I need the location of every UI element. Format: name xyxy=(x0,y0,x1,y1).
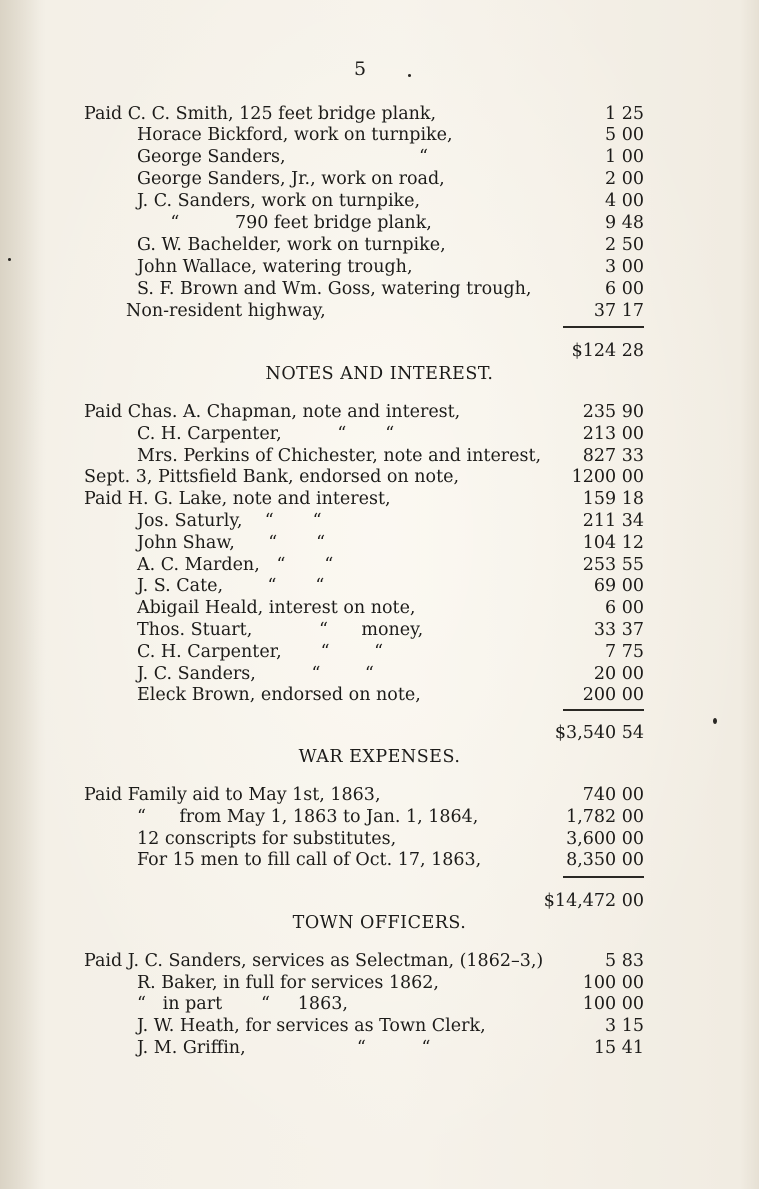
entry-description: R. Baker, in full for services 1862, xyxy=(137,973,439,993)
ledger-line xyxy=(0,510,759,532)
entry-amount: 159 18 xyxy=(582,489,644,509)
ink-speck xyxy=(8,258,11,261)
entry-amount: 69 00 xyxy=(593,576,644,596)
entry-amount: 3 15 xyxy=(605,1016,644,1036)
ledger-line xyxy=(0,278,759,300)
entry-amount: 827 33 xyxy=(582,446,644,466)
entry-description: J. C. Sanders, “ “ xyxy=(137,664,374,684)
entry-amount: 4 00 xyxy=(605,191,644,211)
page-number: 5 xyxy=(353,58,367,80)
entry-amount: 37 17 xyxy=(593,301,644,321)
entry-description: John Wallace, watering trough, xyxy=(137,257,413,277)
entry-description: J. S. Cate, “ “ xyxy=(137,576,325,596)
entry-description: J. M. Griffin, “ “ xyxy=(137,1038,431,1058)
entry-description: Paid Family aid to May 1st, 1863, xyxy=(84,785,381,805)
ink-speck xyxy=(408,74,411,77)
ledger-line xyxy=(0,300,759,322)
entry-amount: 3,600 00 xyxy=(566,829,644,849)
entry-description: Sept. 3, Pittsfield Bank, endorsed on note, xyxy=(84,467,460,487)
ledger-line xyxy=(0,124,759,146)
entry-amount: 100 00 xyxy=(582,994,644,1014)
ledger-line xyxy=(0,597,759,619)
section-heading: NOTES AND INTEREST. xyxy=(265,364,494,384)
entry-description: Paid Chas. A. Chapman, note and interest, xyxy=(84,402,461,422)
section-heading: TOWN OFFICERS. xyxy=(292,913,467,933)
entry-description: Eleck Brown, endorsed on note, xyxy=(137,685,421,705)
ledger-line xyxy=(0,423,759,445)
section-total: $14,472 00 xyxy=(543,891,644,911)
entry-amount: 253 55 xyxy=(582,555,644,575)
ledger-line xyxy=(0,190,759,212)
section-total: $3,540 54 xyxy=(554,723,644,743)
entry-description: Horace Bickford, work on turnpike, xyxy=(137,125,453,145)
entry-description: J. C. Sanders, work on turnpike, xyxy=(137,191,421,211)
entry-amount: 1 25 xyxy=(605,104,644,124)
ink-speck xyxy=(713,718,717,724)
entry-description: Abigail Heald, interest on note, xyxy=(137,598,416,618)
entry-amount: 33 37 xyxy=(593,620,644,640)
entry-description: George Sanders, Jr., work on road, xyxy=(137,169,445,189)
entry-amount: 7 75 xyxy=(605,642,644,662)
entry-amount: 1 00 xyxy=(605,147,644,167)
ledger-line xyxy=(0,806,759,828)
entry-amount: 5 83 xyxy=(605,951,644,971)
entry-description: G. W. Bachelder, work on turnpike, xyxy=(137,235,446,255)
entry-description: For 15 men to fill call of Oct. 17, 1863, xyxy=(137,850,482,870)
entry-amount: 6 00 xyxy=(605,279,644,299)
ledger-line xyxy=(0,950,759,972)
entry-amount: 9 48 xyxy=(605,213,644,233)
entry-amount: 211 34 xyxy=(582,511,644,531)
entry-description: “ from May 1, 1863 to Jan. 1, 1864, xyxy=(137,807,479,827)
entry-amount: 235 90 xyxy=(582,402,644,422)
entry-description: Paid H. G. Lake, note and interest, xyxy=(84,489,391,509)
ledger-line xyxy=(0,828,759,850)
ledger-line xyxy=(0,445,759,467)
entry-amount: 8,350 00 xyxy=(566,850,644,870)
entry-description: George Sanders, “ xyxy=(137,147,428,167)
entry-amount: 20 00 xyxy=(593,664,644,684)
ledger-line xyxy=(0,619,759,641)
ledger-line xyxy=(0,488,759,510)
ledger-line xyxy=(0,466,759,488)
entry-amount: 100 00 xyxy=(582,973,644,993)
ledger-line xyxy=(0,256,759,278)
ledger-line xyxy=(0,684,759,706)
entry-amount: 740 00 xyxy=(582,785,644,805)
ledger-line xyxy=(0,168,759,190)
entry-description: J. W. Heath, for services as Town Clerk, xyxy=(137,1016,486,1036)
entry-description: “ 790 feet bridge plank, xyxy=(137,213,432,233)
ledger-line xyxy=(0,212,759,234)
entry-description: C. H. Carpenter, “ “ xyxy=(137,642,384,662)
ledger-line xyxy=(0,972,759,994)
sum-rule xyxy=(563,709,644,711)
ledger-line xyxy=(0,663,759,685)
entry-description: A. C. Marden, “ “ xyxy=(137,555,334,575)
ledger-line xyxy=(0,103,759,125)
entry-amount: 1,782 00 xyxy=(566,807,644,827)
ledger-line xyxy=(0,849,759,871)
ledger-line xyxy=(0,146,759,168)
section-heading: WAR EXPENSES. xyxy=(298,747,461,767)
ledger-line xyxy=(0,1037,759,1059)
entry-description: Thos. Stuart, “ money, xyxy=(137,620,424,640)
entry-description: Non-resident highway, xyxy=(126,301,326,321)
entry-amount: 15 41 xyxy=(593,1038,644,1058)
ledger-line xyxy=(0,641,759,663)
entry-amount: 2 00 xyxy=(605,169,644,189)
entry-description: “ in part “ 1863, xyxy=(137,994,348,1014)
ledger-line xyxy=(0,993,759,1015)
ledger-line xyxy=(0,234,759,256)
ledger-line xyxy=(0,401,759,423)
entry-description: S. F. Brown and Wm. Goss, watering trough, xyxy=(137,279,532,299)
entry-amount: 5 00 xyxy=(605,125,644,145)
entry-description: 12 conscripts for substitutes, xyxy=(137,829,397,849)
entry-amount: 6 00 xyxy=(605,598,644,618)
entry-amount: 200 00 xyxy=(582,685,644,705)
section-total: $124 28 xyxy=(571,341,644,361)
entry-amount: 104 12 xyxy=(582,533,644,553)
ledger-line xyxy=(0,554,759,576)
entry-amount: 213 00 xyxy=(582,424,644,444)
entry-description: Jos. Saturly, “ “ xyxy=(137,511,322,531)
ledger-line xyxy=(0,575,759,597)
entry-description: Mrs. Perkins of Chichester, note and interest, xyxy=(137,446,542,466)
entry-description: Paid J. C. Sanders, services as Selectman, (1862–3,) xyxy=(84,951,544,971)
entry-amount: 1200 00 xyxy=(571,467,644,487)
sum-rule xyxy=(563,876,644,878)
ledger-line xyxy=(0,532,759,554)
ledger-line xyxy=(0,1015,759,1037)
entry-description: C. H. Carpenter, “ “ xyxy=(137,424,395,444)
entry-description: John Shaw, “ “ xyxy=(137,533,326,553)
entry-description: Paid C. C. Smith, 125 feet bridge plank, xyxy=(84,104,437,124)
entry-amount: 2 50 xyxy=(605,235,644,255)
entry-amount: 3 00 xyxy=(605,257,644,277)
sum-rule xyxy=(563,326,644,328)
ledger-line xyxy=(0,784,759,806)
